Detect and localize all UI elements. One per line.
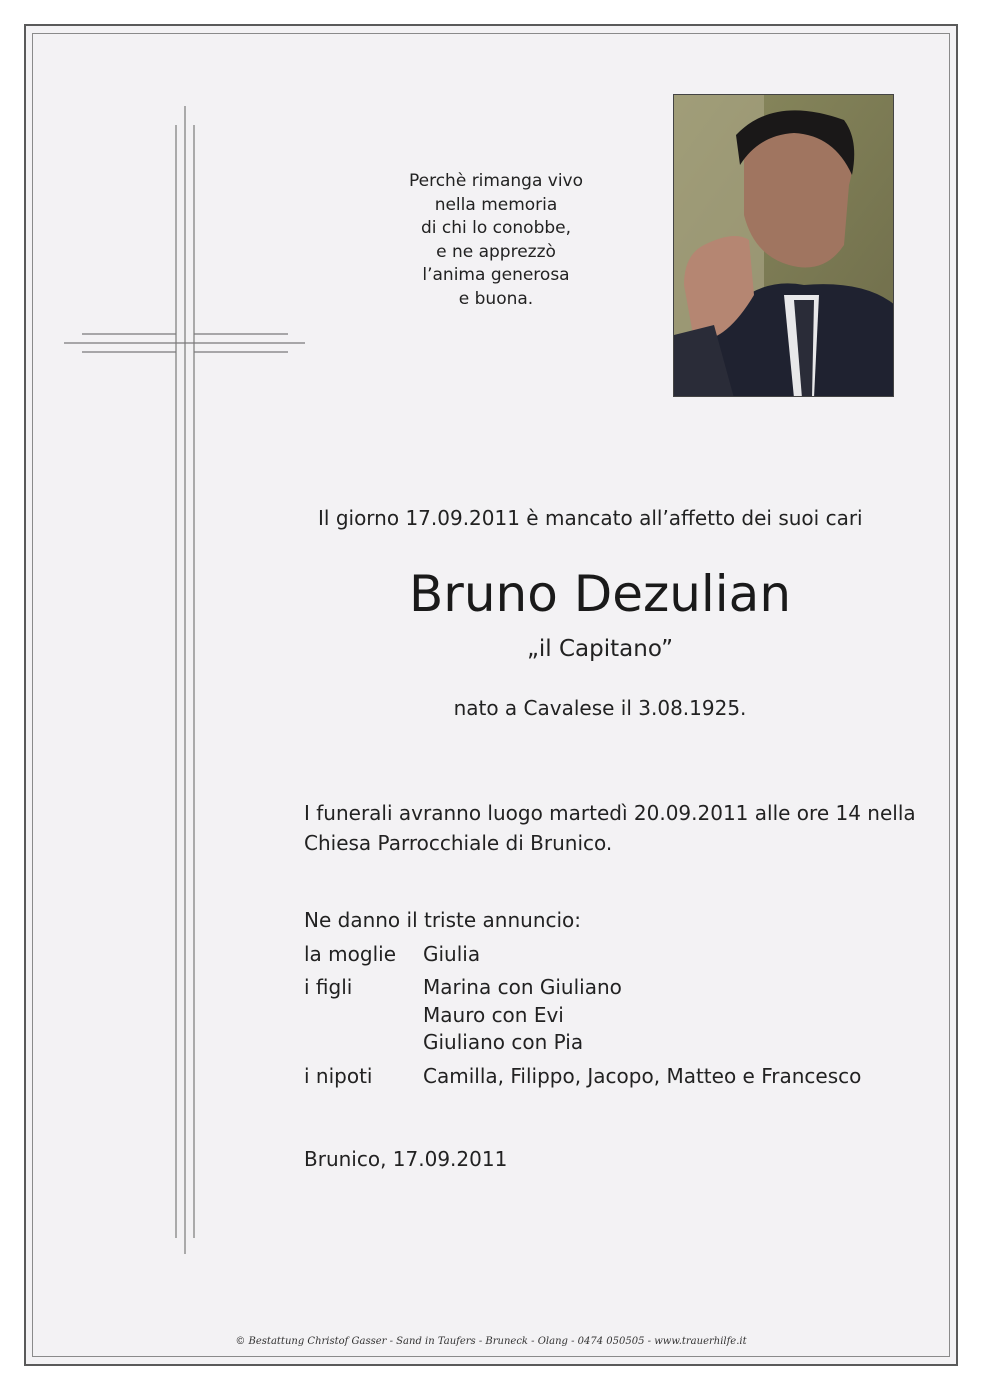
- portrait-photo: [673, 94, 894, 397]
- family-member: Marina con Giuliano: [423, 975, 622, 999]
- family-member: Camilla, Filippo, Jacopo, Matteo e Francesco: [423, 1064, 862, 1088]
- birth-info: nato a Cavalese il 3.08.1925.: [453, 696, 747, 720]
- verse-line: e ne apprezzò: [436, 241, 556, 262]
- memorial-verse: [380, 170, 612, 312]
- verse-line: di chi lo conobbe,: [420, 218, 572, 239]
- funeral-line: Chiesa Parrocchiale di Brunico.: [304, 831, 613, 855]
- family-member: Giuliano con Pia: [423, 1030, 584, 1054]
- place-date: Brunico, 17.09.2011: [304, 1147, 508, 1171]
- verse-line: Perchè rimanga vivo: [408, 171, 584, 191]
- announce-heading: Ne danno il triste annuncio:: [304, 908, 582, 932]
- deceased-name: Bruno Dezulian: [408, 565, 792, 623]
- death-announcement: Il giorno 17.09.2011 è mancato all’affetto dei suoi cari: [318, 506, 863, 530]
- footer-credit: © Bestattung Christof Gasser - Sand in Taufers - Bruneck - Olang - 0474 050505 - www.trauerhilfe.it: [235, 1336, 747, 1347]
- deceased-nickname: „il Capitano”: [526, 636, 673, 662]
- family-relation: la moglie: [304, 942, 397, 966]
- verse-line: e buona.: [458, 288, 534, 309]
- funeral-line: I funerali avranno luogo martedì 20.09.2011 alle ore 14 nella: [304, 801, 916, 825]
- family-relation: i figli: [304, 975, 353, 999]
- verse-line: nella memoria: [434, 194, 558, 215]
- funeral-info: [304, 798, 916, 858]
- verse-line: l’anima generosa: [422, 265, 570, 286]
- family-relation: i nipoti: [304, 1064, 373, 1088]
- family-member: Giulia: [423, 942, 481, 966]
- family-member: Mauro con Evi: [423, 1003, 564, 1027]
